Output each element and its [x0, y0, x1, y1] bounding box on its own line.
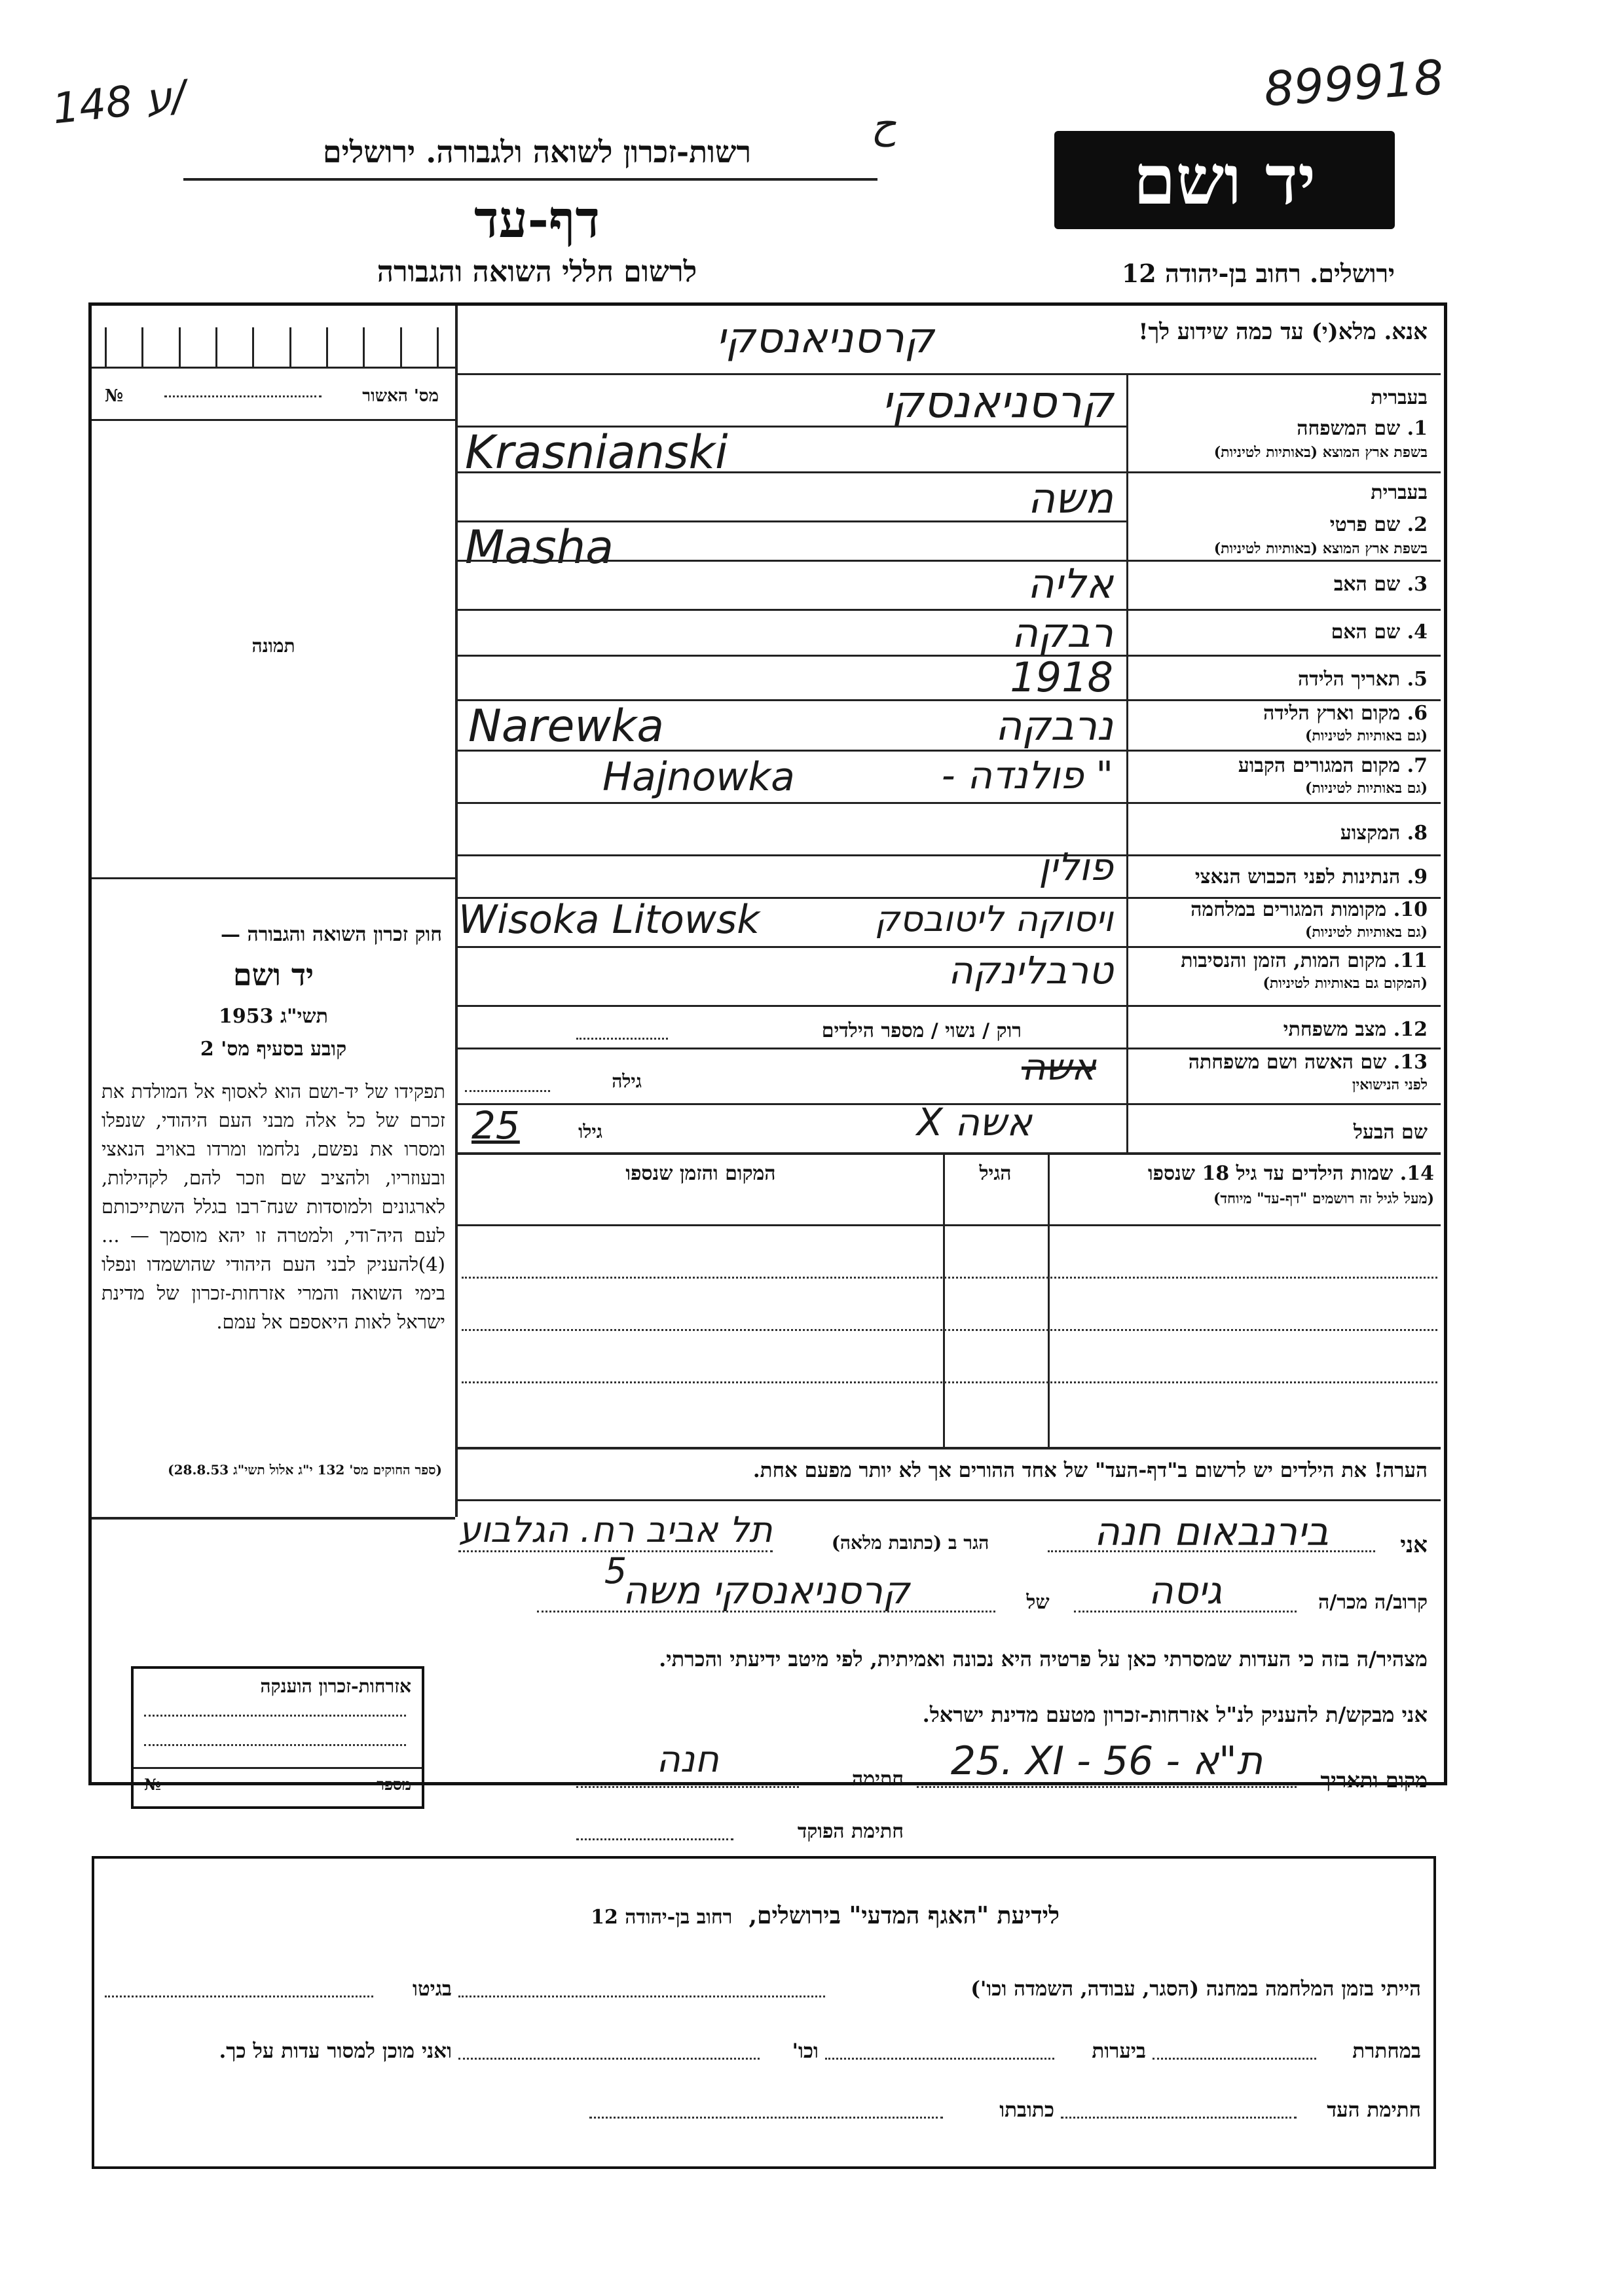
wife-age-label: גילה	[612, 1070, 642, 1092]
approval-line	[92, 367, 455, 369]
row-9-text: הנתינות לפני הכבוש הנאצי	[1194, 866, 1401, 888]
children-bottom-line	[455, 1447, 1441, 1449]
left-column-divider	[455, 306, 458, 1517]
husband-age-value: 25	[471, 1103, 520, 1148]
approval-tick-marks	[105, 327, 439, 367]
row-12-label	[1136, 1018, 1428, 1041]
row-12-num: 12.	[1393, 1018, 1428, 1041]
citizenship-box-title: אזרחות-זכרון הוענקה	[260, 1675, 411, 1697]
row-6-text: מקום וארץ הלידה	[1263, 702, 1401, 725]
declaration-i-label: אני	[1400, 1532, 1428, 1558]
citizenship-number-label: מספר	[377, 1775, 411, 1794]
left-column-bottom	[92, 1517, 455, 1520]
resides-value: תל אביב רח. הגלבוע 5	[458, 1509, 773, 1592]
children-header	[1048, 1162, 1434, 1207]
row-11-labels	[1136, 949, 1428, 992]
address: ירושלים. רחוב בן-יהודה 12	[1121, 259, 1395, 288]
citizenship-request: אני מבקש/ת להעניק לנ"ל אזרחות-זכרון מטעם מדינת ישראל.	[922, 1702, 1428, 1727]
row-1-label	[1136, 417, 1428, 440]
relation-label: קרוב/ה מכר/ה	[1318, 1591, 1428, 1614]
header-underline	[183, 178, 877, 181]
row-10-label	[1136, 898, 1428, 921]
row-4-num: 4.	[1407, 621, 1428, 644]
row-2-labels	[1136, 481, 1428, 557]
footer-address-dots	[589, 2117, 943, 2119]
yad-vashem-logo	[1054, 131, 1395, 229]
row-8-text: המקצוע	[1340, 822, 1401, 845]
residence-hebrew-value: " פולנדה -	[941, 753, 1113, 797]
row-1-num: 1.	[1407, 417, 1428, 440]
footer-camp-label: הייתי בזמן המלחמה במחנה (הסגר, עבודה, השמדה וכו')	[970, 1977, 1421, 2001]
children-note: הערה! את הילדים יש לרשום ב"דף-העד" של אחד ההורים אך לא יותר מפעם אחת.	[752, 1459, 1428, 1482]
law-clause: קובע בסעיף מס' 2	[200, 1038, 347, 1061]
war-residence-latin-value: Wisoka Litowsk	[458, 897, 760, 943]
law-year-hebrew: תשי"ג	[280, 1005, 328, 1028]
approval-number-label: מס' האשור	[362, 386, 439, 406]
of-label: של	[1026, 1591, 1050, 1614]
row-11-line	[455, 1005, 1441, 1007]
footer-forests-dots	[825, 2058, 1054, 2060]
footer-ghetto-label: בגיטו	[413, 1977, 452, 2001]
row-13-labels	[1136, 1051, 1428, 1093]
row-1-labels	[1136, 386, 1428, 461]
row-7-line	[455, 802, 1441, 804]
father-name-value: אליה	[1027, 560, 1113, 608]
law-title: חוק זכרון השואה והגבורה —	[221, 923, 442, 946]
row-10-num: 10.	[1393, 898, 1428, 921]
children-header-title: 14. שמות הילדים עד גיל 18 שנספו	[1147, 1162, 1434, 1185]
law-text: תפקידו של יד-ושם הוא לאסוף אל המולדת את זכרם של כל אלה מבני העם היהודי, שנפלו ומסרו את נפשם, נלחמו ומרדו באויב הנאצי ובעוזריו, ולהציב שם וזכר להם, לקהילות, לארגונים ולמוסדות שנח־רבו בגלל השתייכותם לעם היה־ודי, ולמטרה זו יהא מוסמך — ...(4)להעניק לבני העם היהודי שהושמדו ונפלו בימי השואה והמרי אזרחות-זכרון של מדינת ישראל לאות היאספם אל עמם.	[101, 1080, 445, 1333]
row-6-line	[455, 750, 1441, 752]
wife-name-struck: אשה	[1022, 1046, 1096, 1089]
row-2-sub: בשפת ארץ המוצא (באותיות לטיניות)	[1213, 540, 1428, 557]
row-11-text: מקום המות, הזמן והנסיבות	[1181, 949, 1387, 972]
resides-dots	[458, 1550, 773, 1552]
officer-signature-label: חתימת הפוקד	[797, 1820, 904, 1843]
birth-place-hebrew-value: נרבקה	[995, 702, 1113, 750]
law-year	[105, 1005, 442, 1028]
row-11-num: 11.	[1393, 949, 1428, 972]
children-row-2	[462, 1329, 1437, 1331]
row-1-line	[455, 471, 1441, 473]
row-1-head	[1136, 386, 1428, 409]
children-divider-1	[1048, 1152, 1050, 1447]
of-value: קרסניאנסקי משה	[622, 1568, 910, 1613]
husband-age-label: גילו	[578, 1121, 602, 1142]
children-row-1	[462, 1277, 1437, 1279]
residence-latin-value: Hajnowka	[602, 754, 795, 800]
photo-top-line	[92, 419, 455, 421]
wife-age-dots	[465, 1090, 550, 1092]
citizenship-value: פולין	[1039, 845, 1113, 889]
row-4-text: שם האם	[1331, 621, 1401, 644]
surname-latin-value: Krasnianski	[465, 426, 728, 479]
reference-number: 899918	[1262, 49, 1446, 117]
row-10-text: מקומות המגורים במלחמה	[1190, 898, 1387, 921]
death-place-value: טרבלינקה	[948, 948, 1113, 993]
row-13-label	[1136, 1051, 1428, 1074]
marital-status-options: רוק / נשוי / מספר הילדים	[821, 1019, 1022, 1042]
officer-signature-dots	[576, 1838, 733, 1840]
footer-ghetto-dots	[105, 1995, 373, 1997]
children-age-column: הגיל	[979, 1162, 1012, 1185]
declarant-name-value: בירנבאום חנה	[1094, 1509, 1329, 1555]
row-8-label	[1136, 822, 1428, 845]
place-date-value: 25. XI - 56 - ת"א	[950, 1738, 1263, 1784]
row-11-label	[1136, 949, 1428, 972]
surname-hebrew-value: קרסניאנסקי	[881, 376, 1113, 428]
photo-label: תמונה	[251, 635, 295, 657]
approval-number-prefix: №	[105, 386, 124, 406]
corner-mark: ح	[871, 101, 896, 147]
footer-address-label: כתובתו	[999, 2098, 1054, 2122]
row-12-line	[455, 1048, 1441, 1049]
law-reference: (ספר החוקים מס' 132 י"ג אלול תשי"ג 28.8.53)	[168, 1462, 442, 1478]
instruction-row-line	[455, 373, 1441, 375]
row-9-label	[1136, 866, 1428, 888]
citizenship-box-divider	[134, 1767, 422, 1769]
citizenship-number-row	[144, 1775, 411, 1795]
row-1-text: שם המשפחה	[1297, 417, 1401, 440]
row-3-num: 3.	[1407, 573, 1428, 596]
footer-camp-dots	[458, 1995, 825, 1997]
husband-label: שם הבעל	[1353, 1121, 1428, 1144]
row-1-sub: בשפת ארץ המוצא (באותיות לטיניות)	[1213, 444, 1428, 461]
margin-note: 148 ע/	[50, 71, 189, 134]
citizenship-box-dots-2	[144, 1744, 406, 1746]
photo-bottom-line	[92, 877, 455, 879]
children-count-dots	[576, 1038, 668, 1040]
war-residence-hebrew-value: ויסוקה ליטובסק	[874, 898, 1113, 939]
row-10-labels	[1136, 898, 1428, 941]
footer-witness-signature-dots	[1061, 2117, 1297, 2119]
relation-dots	[1074, 1611, 1297, 1613]
row-7-label	[1136, 754, 1428, 777]
row-7-sub: (גם באותיות לטיניות)	[1304, 780, 1428, 797]
law-name: יד ושם	[232, 957, 314, 993]
form-title: דף-עד	[474, 190, 600, 249]
children-row-3	[462, 1381, 1437, 1383]
birth-place-latin-value: Narewka	[468, 701, 664, 752]
mother-name-value: רבקה	[1011, 609, 1113, 657]
footer-witness-signature-label: חתימת העד	[1327, 2098, 1421, 2122]
resides-label: הגר ב (כתובת מלאה)	[831, 1532, 989, 1554]
signature-label: חתימה	[852, 1768, 904, 1791]
footer-etc-dots	[458, 2058, 760, 2060]
row-6-labels	[1136, 702, 1428, 744]
row-6-sub: (גם באותיות לטיניות)	[1304, 727, 1428, 744]
husband-row-line	[455, 1152, 1441, 1155]
citizenship-box-dots-1	[144, 1715, 406, 1717]
row-13-text: שם האשה ושם משפחתה	[1188, 1051, 1387, 1074]
footer-forests-label: ביערות	[1092, 2039, 1146, 2063]
declaration-statement: מצהיר/ה בזה כי העדות שמסרתי כאן על פרטיה היא נכונה ואמיתית, לפי מיטב ידיעתי והכרתי.	[659, 1647, 1428, 1671]
approval-number-dots	[164, 395, 322, 397]
row-4-label	[1136, 621, 1428, 644]
footer-address: רחוב בן-יהודה 12	[591, 1906, 733, 1929]
children-divider-2	[943, 1152, 945, 1447]
top-handwritten-name: קרסניאנסקי	[716, 314, 934, 363]
row-2-lang: בעברית	[1371, 481, 1428, 504]
row-6-num: 6.	[1407, 702, 1428, 725]
law-year-number: 1953	[219, 1005, 274, 1028]
row-13-num: 13.	[1393, 1051, 1428, 1074]
row-7-text: מקום המגורים הקבוע	[1238, 754, 1401, 777]
form-subtitle: לרשום חללי השואה והגבורה	[377, 255, 697, 289]
approval-number-field	[105, 386, 439, 406]
place-date-label: מקום ותאריך	[1320, 1768, 1428, 1793]
row-13-sub: לפני הנישואין	[1352, 1076, 1428, 1093]
husband-name-value: X אשה	[917, 1100, 1032, 1144]
label-column-divider	[1126, 373, 1128, 1152]
footer-underground-dots	[1153, 2058, 1316, 2060]
of-dots	[537, 1611, 995, 1613]
row-1-lang: בעברית	[1371, 386, 1428, 409]
row-7-labels	[1136, 754, 1428, 797]
row-7-num: 7.	[1407, 754, 1428, 777]
children-header-sub: (מעל לגיל זה רושמים "דף-עד" מיוחד)	[1213, 1190, 1434, 1207]
footer-title-line	[458, 1902, 1192, 1929]
relation-value: גיסה	[1148, 1568, 1223, 1613]
footer-title: לידיעת "האגף המדעי" בירושלים,	[748, 1902, 1060, 1929]
row-2-label	[1136, 513, 1428, 536]
row-10-sub: (גם באותיות לטיניות)	[1304, 924, 1428, 941]
signature-dots	[576, 1786, 799, 1788]
instruction: אנא. מלא(י) עד כמה שידוע לך!	[1138, 319, 1428, 345]
footer-etc-label: וכו'	[792, 2039, 819, 2063]
row-2-num: 2.	[1407, 513, 1428, 536]
declarant-name-dots	[1048, 1550, 1375, 1552]
row-5-text: תאריך הלידה	[1298, 668, 1401, 691]
birth-date-value: 1918	[1010, 653, 1113, 701]
row-3-label	[1136, 573, 1428, 596]
citizenship-box	[131, 1666, 424, 1809]
place-date-dots	[917, 1786, 1297, 1788]
row-2-text: שם פרטי	[1329, 513, 1401, 536]
citizenship-number-prefix: №	[144, 1775, 162, 1794]
footer-underground-label: במחתרת	[1352, 2039, 1421, 2063]
first-name-hebrew-value: משה	[1027, 475, 1113, 523]
row-5-label	[1136, 668, 1428, 691]
note-line	[455, 1499, 1441, 1501]
row-5-num: 5.	[1407, 668, 1428, 691]
first-name-latin-value: Masha	[465, 520, 614, 574]
signature-value: חנה	[656, 1738, 719, 1781]
row-6-label	[1136, 702, 1428, 725]
row-3-text: שם האב	[1333, 573, 1401, 596]
logo-text: יד ושם	[1133, 139, 1316, 220]
row-9-num: 9.	[1407, 866, 1428, 888]
row-8-num: 8.	[1407, 822, 1428, 845]
footer-ready-to-testify: ואני מוכן למסור עדות על כך.	[219, 2039, 452, 2063]
authority-name: רשות-זכרון לשואה ולגבורה. ירושלים	[322, 134, 752, 170]
row-12-text: מצב משפחתי	[1283, 1018, 1387, 1041]
children-header-line	[455, 1224, 1441, 1226]
children-place-column: המקום והזמן שנספו	[625, 1162, 776, 1185]
row-11-sub: (המקום גם באותיות לטיניות)	[1263, 975, 1428, 992]
